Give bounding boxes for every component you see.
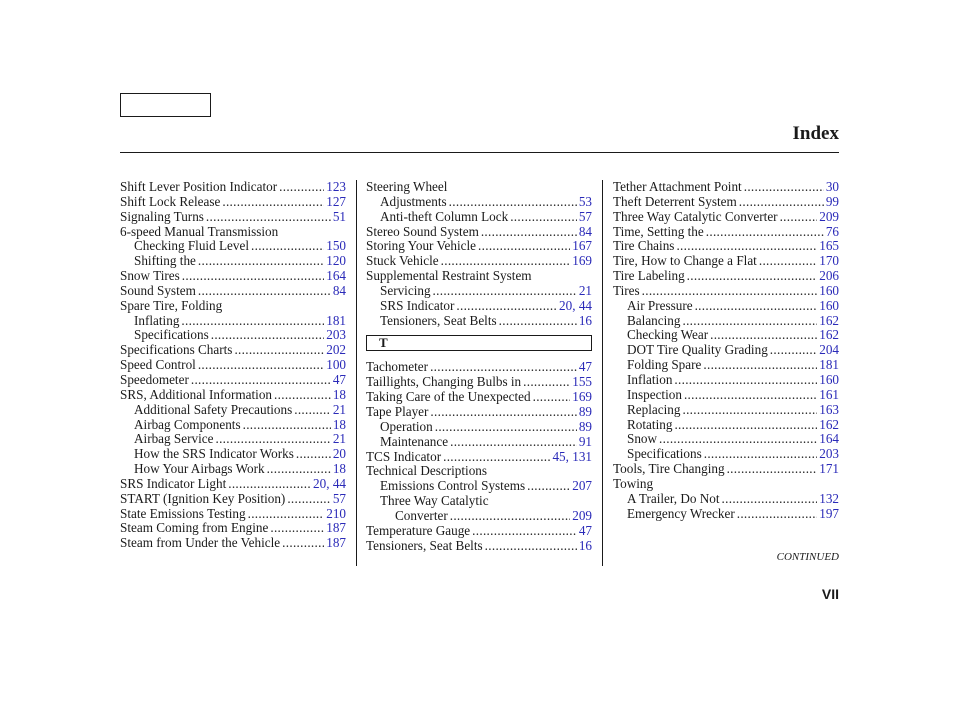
index-entry[interactable]: [120, 477, 346, 492]
index-entry[interactable]: [613, 492, 839, 507]
entry-label: Steam Coming from Engine: [120, 520, 269, 536]
index-entry[interactable]: [613, 299, 839, 314]
index-entry[interactable]: [120, 180, 346, 195]
page-reference-link[interactable]: 163: [819, 401, 839, 417]
entry-label: How the SRS Indicator Works: [134, 446, 294, 462]
dot-leader: [441, 254, 571, 269]
entry-label: Specifications: [134, 327, 209, 343]
index-entry[interactable]: [366, 524, 592, 539]
page-reference-link[interactable]: 209: [819, 208, 839, 224]
entry-label: Three Way Catalytic Converter: [613, 208, 778, 224]
entry-label: Folding Spare: [627, 357, 702, 373]
entry-label: Converter: [395, 507, 448, 523]
index-entry[interactable]: [366, 239, 592, 254]
index-entry[interactable]: [120, 507, 346, 522]
column-divider: [356, 180, 357, 566]
dot-leader: [472, 524, 577, 539]
page-reference-link[interactable]: 18: [332, 416, 346, 432]
index-entry: [366, 180, 592, 195]
dot-leader: [682, 314, 817, 329]
page-reference-link[interactable]: 21: [332, 431, 346, 447]
dot-leader: [282, 536, 324, 551]
dot-leader: [198, 358, 324, 373]
index-entry[interactable]: [120, 343, 346, 358]
entry-label: Tires: [613, 282, 640, 298]
entry-label: Tensioners, Seat Belts: [380, 312, 497, 328]
index-entry[interactable]: [613, 343, 839, 358]
page-reference-link[interactable]: 207: [572, 478, 592, 494]
index-entry[interactable]: [613, 418, 839, 433]
index-entry[interactable]: [613, 210, 839, 225]
page-reference-link[interactable]: 206: [819, 268, 839, 284]
dot-leader: [710, 328, 817, 343]
entry-label: Tire, How to Change a Flat: [613, 253, 757, 269]
page-reference-link[interactable]: 160: [819, 371, 839, 387]
page-reference-link[interactable]: 91: [578, 433, 592, 449]
header-divider: [120, 152, 839, 153]
entry-label: Replacing: [627, 401, 681, 417]
entry-label: Towing: [613, 475, 654, 491]
entry-label: Inspection: [627, 386, 682, 402]
page-reference-link[interactable]: 89: [578, 418, 592, 434]
index-entry[interactable]: [613, 358, 839, 373]
page-reference-link[interactable]: 160: [819, 282, 839, 298]
dot-leader: [704, 447, 818, 462]
page-reference-link[interactable]: 202: [326, 342, 346, 358]
page-reference-link[interactable]: 155: [572, 374, 592, 390]
page-reference-link[interactable]: 20, 44: [313, 475, 346, 491]
index-entry[interactable]: [120, 492, 346, 507]
dot-leader: [294, 403, 331, 418]
entry-label: Signaling Turns: [120, 208, 204, 224]
page-reference-link[interactable]: 57: [578, 208, 592, 224]
dot-leader: [243, 418, 331, 433]
dot-leader: [478, 239, 570, 254]
entry-label: Specifications Charts: [120, 342, 233, 358]
index-entry[interactable]: [613, 403, 839, 418]
index-entry[interactable]: [120, 314, 346, 329]
index-entry[interactable]: [120, 447, 346, 462]
entry-label: How Your Airbags Work: [134, 461, 265, 477]
index-entry[interactable]: [120, 254, 346, 269]
dot-leader: [279, 180, 324, 195]
index-entry[interactable]: [613, 269, 839, 284]
entry-label: Supplemental Restraint System: [366, 268, 532, 284]
index-entry: [366, 269, 592, 284]
entry-label: Steam from Under the Vehicle: [120, 535, 281, 551]
dot-leader: [222, 195, 324, 210]
index-entry: [120, 225, 346, 240]
index-column-2: [366, 180, 592, 553]
index-entry[interactable]: [120, 269, 346, 284]
index-entry[interactable]: [366, 435, 592, 450]
entry-label: Steering Wheel: [366, 179, 448, 194]
dot-leader: [744, 180, 824, 195]
dot-leader: [211, 328, 325, 343]
dot-leader: [287, 492, 330, 507]
page-reference-link[interactable]: 53: [578, 193, 592, 209]
page-reference-link[interactable]: 30: [825, 179, 839, 194]
dot-leader: [267, 462, 331, 477]
entry-label: Maintenance: [380, 433, 449, 449]
entry-label: Tachometer: [366, 359, 429, 375]
page-reference-link[interactable]: 21: [578, 282, 592, 298]
dot-leader: [433, 284, 577, 299]
page-reference-link[interactable]: 181: [819, 357, 839, 373]
entry-label: Speedometer: [120, 371, 189, 387]
page-reference-link[interactable]: 57: [332, 490, 346, 506]
entry-label: Time, Setting the: [613, 223, 704, 239]
dot-leader: [770, 343, 817, 358]
index-entry[interactable]: [120, 462, 346, 477]
dot-leader: [435, 420, 577, 435]
dot-leader: [759, 254, 817, 269]
index-entry[interactable]: [366, 254, 592, 269]
index-entry[interactable]: [366, 405, 592, 420]
dot-leader: [430, 360, 577, 375]
dot-leader: [737, 507, 817, 522]
index-entry[interactable]: [120, 358, 346, 373]
index-entry[interactable]: [366, 314, 592, 329]
page-reference-link[interactable]: 160: [819, 297, 839, 313]
page-reference-link[interactable]: 164: [326, 268, 346, 284]
index-entry[interactable]: [120, 403, 346, 418]
entry-label: Storing Your Vehicle: [366, 238, 477, 254]
index-entry[interactable]: [366, 210, 592, 225]
page-reference-link[interactable]: 169: [572, 389, 592, 405]
dot-leader: [674, 418, 817, 433]
index-entry[interactable]: [120, 432, 346, 447]
entry-label: Speed Control: [120, 357, 196, 373]
page-reference-link[interactable]: 132: [819, 490, 839, 506]
dot-leader: [191, 373, 331, 388]
entry-label: State Emissions Testing: [120, 505, 246, 521]
entry-label: Checking Fluid Level: [134, 238, 250, 254]
dot-leader: [684, 388, 817, 403]
page-reference-link[interactable]: 47: [332, 371, 346, 387]
entry-label: Spare Tire, Folding: [120, 297, 223, 313]
page-reference-link[interactable]: 51: [332, 208, 346, 224]
index-entry[interactable]: [613, 180, 839, 195]
page-reference-link[interactable]: 187: [326, 535, 346, 551]
entry-label: Stuck Vehicle: [366, 253, 439, 269]
page-reference-link[interactable]: 16: [578, 537, 592, 553]
dot-leader: [181, 314, 324, 329]
entry-label: Tire Chains: [613, 238, 675, 254]
entry-label: Specifications: [627, 446, 702, 462]
page-reference-link[interactable]: 169: [572, 253, 592, 269]
index-entry[interactable]: [613, 447, 839, 462]
entry-label: Balancing: [627, 312, 681, 328]
entry-label: Adjustments: [380, 193, 447, 209]
entry-label: Rotating: [627, 416, 673, 432]
entry-label: Air Pressure: [627, 297, 693, 313]
entry-label: Taillights, Changing Bulbs in: [366, 374, 522, 390]
dot-leader: [523, 375, 570, 390]
entry-label: Tensioners, Seat Belts: [366, 537, 483, 553]
index-entry[interactable]: [366, 509, 592, 524]
dot-leader: [499, 314, 577, 329]
dot-leader: [485, 539, 577, 554]
dot-leader: [198, 254, 324, 269]
index-entry[interactable]: [120, 388, 346, 403]
page-reference-link[interactable]: 84: [578, 223, 592, 239]
index-column-3: [613, 180, 839, 521]
entry-label: Emergency Wrecker: [627, 505, 735, 521]
entry-label: Technical Descriptions: [366, 463, 488, 479]
entry-label: Taking Care of the Unexpected: [366, 389, 531, 405]
entry-label: Tether Attachment Point: [613, 179, 742, 194]
page-reference-link[interactable]: 164: [819, 431, 839, 447]
entry-label: Tire Labeling: [613, 268, 685, 284]
dot-leader: [676, 239, 817, 254]
blank-label-box: [120, 93, 211, 117]
page-reference-link[interactable]: 209: [572, 507, 592, 523]
dot-leader: [527, 479, 570, 494]
dot-leader: [510, 210, 577, 225]
index-column-1: [120, 180, 346, 551]
index-entry[interactable]: [366, 195, 592, 210]
index-entry[interactable]: [366, 299, 592, 314]
dot-leader: [274, 388, 331, 403]
index-entry[interactable]: [613, 254, 839, 269]
dot-leader: [198, 284, 331, 299]
dot-leader: [682, 403, 817, 418]
page-reference-link[interactable]: 100: [326, 357, 346, 373]
page-reference-link[interactable]: 150: [326, 238, 346, 254]
entry-label: Tools, Tire Changing: [613, 461, 725, 477]
dot-leader: [248, 507, 325, 522]
page-reference-link[interactable]: 20: [332, 446, 346, 462]
page-reference-link[interactable]: 167: [572, 238, 592, 254]
page-reference-link[interactable]: 187: [326, 520, 346, 536]
index-entry[interactable]: [120, 373, 346, 388]
entry-label: Airbag Service: [134, 431, 214, 447]
index-entry[interactable]: [366, 390, 592, 405]
index-entry[interactable]: [366, 420, 592, 435]
dot-leader: [739, 195, 824, 210]
entry-label: Shifting the: [134, 253, 196, 269]
dot-leader: [270, 521, 324, 536]
dot-leader: [228, 477, 311, 492]
page-reference-link[interactable]: 162: [819, 416, 839, 432]
page-reference-link[interactable]: 203: [326, 327, 346, 343]
entry-label: SRS Indicator: [380, 297, 455, 313]
entry-label: SRS Indicator Light: [120, 475, 227, 491]
page-reference-link[interactable]: 162: [819, 327, 839, 343]
entry-label: Snow: [627, 431, 658, 447]
page-number: VII: [821, 586, 839, 602]
index-entry[interactable]: [613, 195, 839, 210]
index-entry[interactable]: [613, 373, 839, 388]
entry-label: Emissions Control Systems: [380, 478, 526, 494]
entry-label: Inflation: [627, 371, 673, 387]
page-reference-link[interactable]: 203: [819, 446, 839, 462]
page-reference-link[interactable]: 197: [819, 505, 839, 521]
entry-label: Snow Tires: [120, 268, 180, 284]
index-entry[interactable]: [120, 521, 346, 536]
entry-label: Theft Deterrent System: [613, 193, 737, 209]
page-reference-link[interactable]: 99: [825, 193, 839, 209]
dot-leader: [430, 405, 576, 420]
entry-label: Servicing: [380, 282, 431, 298]
index-entry[interactable]: [366, 450, 592, 465]
dot-leader: [296, 447, 331, 462]
dot-leader: [695, 299, 818, 314]
entry-label: 6-speed Manual Transmission: [120, 223, 279, 239]
page-reference-link[interactable]: 123: [326, 179, 346, 194]
index-entry[interactable]: [613, 462, 839, 477]
index-entry[interactable]: [120, 418, 346, 433]
index-entry: [366, 494, 592, 509]
entry-label: Sound System: [120, 282, 196, 298]
entry-label: SRS, Additional Information: [120, 386, 273, 402]
dot-leader: [642, 284, 818, 299]
dot-leader: [703, 358, 817, 373]
page-reference-link[interactable]: 161: [819, 386, 839, 402]
page-reference-link[interactable]: 20, 44: [559, 297, 592, 313]
dot-leader: [215, 432, 330, 447]
page-reference-link[interactable]: 21: [332, 401, 346, 417]
page-reference-link[interactable]: 171: [819, 461, 839, 477]
index-entry[interactable]: [366, 375, 592, 390]
entry-label: TCS Indicator: [366, 448, 442, 464]
index-entry[interactable]: [120, 536, 346, 551]
entry-label: Operation: [380, 418, 433, 434]
dot-leader: [449, 195, 577, 210]
index-entry[interactable]: [366, 539, 592, 554]
entry-label: START (Ignition Key Position): [120, 490, 286, 506]
dot-leader: [251, 239, 324, 254]
entry-label: Shift Lock Release: [120, 193, 221, 209]
page-reference-link[interactable]: 89: [578, 403, 592, 419]
section-letter-header: T: [366, 335, 592, 351]
dot-leader: [234, 343, 324, 358]
dot-leader: [780, 210, 818, 225]
page-reference-link[interactable]: 120: [326, 253, 346, 269]
page-reference-link[interactable]: 162: [819, 312, 839, 328]
dot-leader: [450, 509, 570, 524]
index-entry[interactable]: [120, 328, 346, 343]
entry-label: Anti-theft Column Lock: [380, 208, 509, 224]
page-reference-link[interactable]: 16: [578, 312, 592, 328]
dot-leader: [533, 390, 571, 405]
dot-leader: [674, 373, 817, 388]
entry-label: Tape Player: [366, 403, 429, 419]
index-entry: [120, 299, 346, 314]
dot-leader: [687, 269, 818, 284]
index-entry[interactable]: [613, 239, 839, 254]
page-reference-link[interactable]: 47: [578, 359, 592, 375]
entry-label: Shift Lever Position Indicator: [120, 179, 278, 194]
dot-leader: [727, 462, 818, 477]
index-entry[interactable]: [613, 432, 839, 447]
index-entry[interactable]: [613, 507, 839, 522]
dot-leader: [450, 435, 577, 450]
entry-label: Additional Safety Precautions: [134, 401, 293, 417]
index-entry[interactable]: [613, 328, 839, 343]
page-reference-link[interactable]: 18: [332, 461, 346, 477]
page-reference-link[interactable]: 84: [332, 282, 346, 298]
index-entry[interactable]: [613, 388, 839, 403]
column-divider: [602, 180, 603, 566]
dot-leader: [722, 492, 818, 507]
dot-leader: [456, 299, 557, 314]
index-entry[interactable]: [120, 239, 346, 254]
page-reference-link[interactable]: 170: [819, 253, 839, 269]
page-reference-link[interactable]: 210: [326, 505, 346, 521]
index-entry[interactable]: [613, 225, 839, 240]
dot-leader: [481, 225, 577, 240]
entry-label: Airbag Components: [134, 416, 241, 432]
index-entry[interactable]: [366, 360, 592, 375]
continued-note: CONTINUED: [776, 551, 839, 563]
dot-leader: [706, 225, 824, 240]
entry-label: Checking Wear: [627, 327, 709, 343]
entry-label: Stereo Sound System: [366, 223, 479, 239]
dot-leader: [659, 432, 817, 447]
dot-leader: [182, 269, 324, 284]
entry-label: Temperature Gauge: [366, 522, 471, 538]
page-reference-link[interactable]: 127: [326, 193, 346, 209]
index-entry[interactable]: [120, 195, 346, 210]
entry-label: DOT Tire Quality Grading: [627, 342, 768, 358]
dot-leader: [443, 450, 550, 465]
index-entry[interactable]: [366, 225, 592, 240]
dot-leader: [206, 210, 331, 225]
page-reference-link[interactable]: 18: [332, 386, 346, 402]
index-entry[interactable]: [120, 284, 346, 299]
index-entry: [613, 477, 839, 492]
page-reference-link[interactable]: 76: [825, 223, 839, 239]
entry-label: Inflating: [134, 312, 180, 328]
index-entry[interactable]: [366, 479, 592, 494]
index-entry[interactable]: [366, 284, 592, 299]
page-reference-link[interactable]: 181: [326, 312, 346, 328]
index-entry[interactable]: [120, 210, 346, 225]
page-title: Index: [792, 123, 839, 144]
page-reference-link[interactable]: 165: [819, 238, 839, 254]
page-reference-link[interactable]: 47: [578, 522, 592, 538]
index-entry: [366, 464, 592, 479]
page-reference-link[interactable]: 204: [819, 342, 839, 358]
page-reference-link[interactable]: 45, 131: [552, 448, 592, 464]
entry-label: Three Way Catalytic: [380, 493, 489, 509]
index-entry[interactable]: [613, 284, 839, 299]
entry-label: A Trailer, Do Not: [627, 490, 720, 506]
index-entry[interactable]: [613, 314, 839, 329]
